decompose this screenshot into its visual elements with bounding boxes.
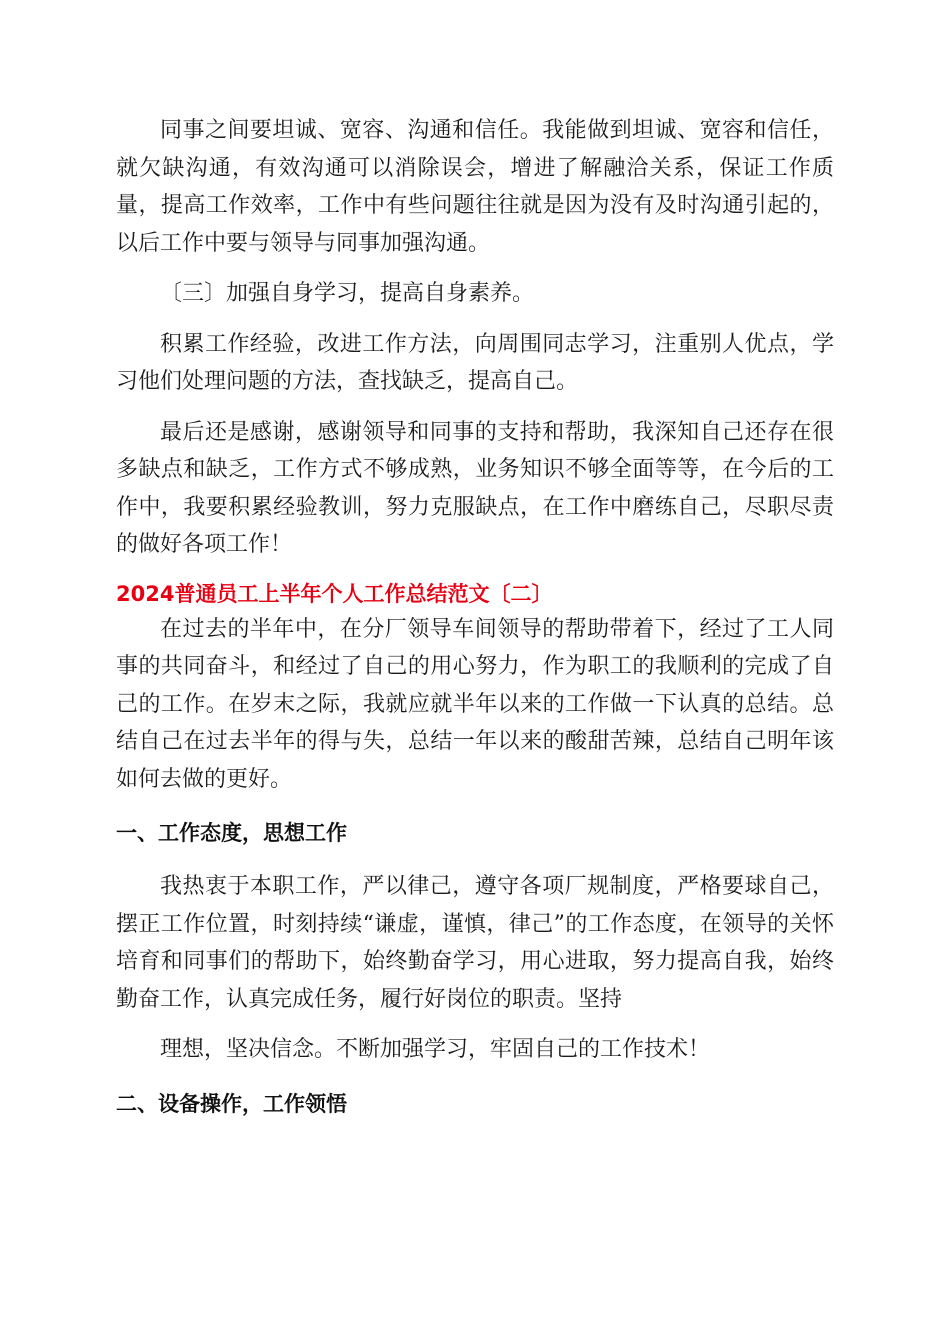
- paragraph-intro: 在过去的半年中，在分厂领导车间领导的帮助带着下，经过了工人同事的共同奋斗，和经过了自己的用心努力，作为职工的我顺利的完成了自己的工作。在岁末之际，我就应就半年以来的工作做一下认真的总结。总结自己在过去半年的得与失，总结一年以来的酸甜苦辣，总结自己明年该如何去做的更好。: [116, 616, 834, 792]
- paragraph-attitude: 我热衷于本职工作，严以律己，遵守各项厂规制度，严格要球自己，摆正工作位置，时刻持续“谦虚，谨慎，律己”的工作态度，在领导的关怀培育和同事们的帮助下，始终勤奋学习，用心进取，努力提高自我，始终勤奋工作，认真完成任务，履行好岗位的职责。坚持: [116, 874, 834, 1012]
- section-title: 2024普通员工上半年个人工作总结范文〔二〕: [116, 581, 553, 606]
- paragraph-ideals: 理想，坚决信念。不断加强学习，牢固自己的工作技术！: [160, 1037, 711, 1062]
- subheading-self-study: 〔三〕加强自身学习，提高自身素养。: [160, 281, 535, 306]
- heading-work-attitude: 一、工作态度，思想工作: [116, 821, 347, 845]
- paragraph-thanks: 最后还是感谢，感谢领导和同事的支持和帮助，我深知自己还存在很多缺点和缺乏，工作方式不够成熟，业务知识不够全面等等，在今后的工作中，我要积累经验教训，努力克服缺点，在工作中磨练自己，尽职尽责的做好各项工作！: [116, 419, 834, 557]
- heading-equipment: 二、设备操作，工作领悟: [116, 1091, 347, 1116]
- document-body: [116, 112, 834, 1122]
- paragraph-experience: 积累工作经验，改进工作方法，向周围同志学习，注重别人优点，学习他们处理问题的方法，查找缺乏，提高自己。: [116, 331, 834, 394]
- paragraph-communication: 同事之间要坦诚、宽容、沟通和信任。我能做到坦诚、宽容和信任，就欠缺沟通，有效沟通可以消除误会，增进了解融洽关系，保证工作质量，提高工作效率，工作中有些问题往往就是因为没有及时沟通引起的，以后工作中要与领导与同事加强沟通。: [116, 118, 834, 256]
